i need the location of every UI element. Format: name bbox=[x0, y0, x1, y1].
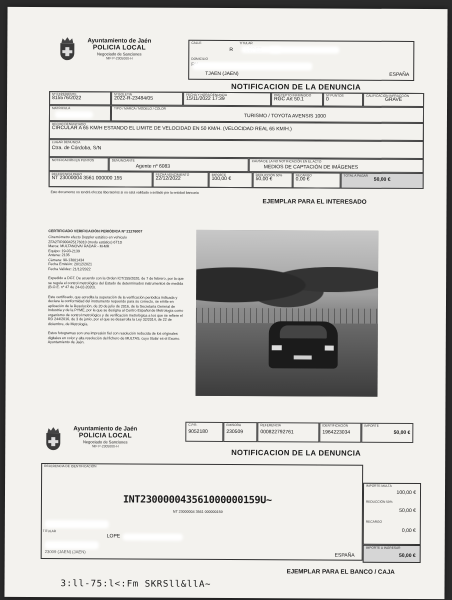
recipient-street-label: CALLE bbox=[191, 40, 202, 45]
total-bank-box bbox=[363, 545, 421, 563]
ocr-code-line: 3:ll-75:l<:Fm SKRSll&llA~ bbox=[60, 579, 212, 590]
expediente-cell: Nº EXPEDIENTE 815576/2022 bbox=[49, 91, 111, 105]
hecho-cell: HECHO DENUNCIADO CIRCULAR A 65 KM/H ESTANDO EL LIMITE DE VELOCIDAD EN 50 KM/H. (VELOCIDAD REAL 65 KM/H.) bbox=[49, 121, 424, 141]
device-line: ZFA2TIR000425176010 (modo estático) 6T1D bbox=[48, 240, 123, 245]
redaction bbox=[123, 533, 183, 540]
strip-importe-value: 50,00 € bbox=[393, 430, 411, 437]
recipient-country: ESPAÑA bbox=[389, 71, 410, 78]
recipient-initial: R bbox=[229, 47, 233, 54]
device-line: Cinemómetro efecto Doppler estático en vehículo bbox=[48, 235, 128, 240]
payment-reference-small: NT 23000004 3561 000000159 bbox=[172, 509, 223, 514]
bank-ref-label: REFERENCIA DE IDENTIFICACIÓN bbox=[44, 464, 97, 469]
redaction bbox=[192, 62, 312, 71]
lugar-value: Ctra. de Córdoba, S/N bbox=[51, 145, 102, 152]
reduccion-value-bank: 50,00 € bbox=[399, 507, 416, 514]
device-line: Antena: 2135 bbox=[48, 253, 70, 258]
device-line: Fecha Emisión: 20/12/2021 bbox=[48, 262, 92, 267]
certificate-heading: CERTIFICADO VERIFICACIÓN PERIÓDICA Nº 21276007 bbox=[48, 229, 143, 234]
importe-multa-value: 100,00 € bbox=[396, 489, 417, 496]
identificacion-value: 1964223034 bbox=[322, 429, 351, 437]
fecha-cell: FECHA Y HORA DENUNCIA 15/11/2022 17:39 bbox=[183, 92, 271, 106]
recargo-value-bank: 0,00 € bbox=[401, 527, 416, 534]
referencia-cell: REFERENCIA 000822792761 bbox=[257, 422, 319, 442]
coat-of-arms-icon bbox=[57, 37, 77, 63]
recargo-value: 0,00 € bbox=[295, 176, 310, 183]
denunciante-cell: DENUNCIANTE Agente nº 6083 bbox=[109, 157, 249, 172]
strip-importe-cell: IMPORTE 50,00 € bbox=[361, 423, 413, 443]
payment-reference-code: INT230000043561000000159U~ bbox=[122, 494, 272, 507]
bank-issuer-line1: Ayuntamiento de Jaén bbox=[73, 426, 138, 433]
notification-document bbox=[4, 7, 447, 599]
legal-paragraph-1: Expedido a DGT. De acuerdo con la Orden ICT/155/2020, de 7 de febrero, por la que se regula el control metrológico del Estado de determinados instrumentos de medida (B.O.E. nº 47 de 24-02-2020). bbox=[48, 276, 184, 290]
precepto-value: RGC Art 50.1 bbox=[274, 96, 304, 103]
cpr-cell: C.P.R. 9052180 bbox=[185, 422, 223, 442]
issuer-line4: NIF P-2305000-H bbox=[105, 56, 133, 61]
copy-label-interesado: EJEMPLAR PARA EL INTERESADO bbox=[262, 198, 367, 206]
recargo-cell: RECARGO 0,00 € bbox=[293, 172, 341, 188]
copy-label-banco: EJEMPLAR PARA EL BANCO / CAJA bbox=[286, 568, 395, 576]
validation-note: Este documento no tendrá efectos liberatorios si no está validado o sellado por la entidad bancaria bbox=[50, 190, 199, 195]
denunciante-value: Agente nº 6083 bbox=[135, 163, 171, 170]
recargo-label: RECARGO bbox=[365, 519, 382, 524]
legal-paragraph-3: Estos fotogramas son una impresión fiel con resolución reducida de los originales digitales en color y alta resolución del fichero de MULTAS, cuyo titular es el Excmo. Ayuntamiento de Jaén. bbox=[47, 331, 181, 345]
calificacion-value: GRAVE bbox=[384, 97, 403, 104]
causa-value: MEDIOS DE CAPTACIÓN DE IMÁGENES bbox=[263, 164, 359, 171]
issuer-block bbox=[79, 38, 159, 60]
coat-of-arms-icon bbox=[43, 427, 63, 453]
vencimiento-cell: FECHA VENCIMIENTO 22/12/2022 bbox=[153, 172, 209, 188]
bank-issuer-line3: Negociado de Sanciones bbox=[83, 439, 128, 445]
spacer bbox=[45, 479, 51, 485]
notif-puntos-cell: NOTIFICACIÓN EN PUNTOS bbox=[49, 157, 109, 171]
vehicle-cell: TIPO / MARCA / MODELO / COLOR TURISMO / TOYOTA AVENSIS 1000 bbox=[111, 105, 424, 123]
certificate-block bbox=[48, 229, 187, 345]
issuer-line3: Negociado de Sanciones bbox=[97, 51, 142, 57]
ref-pago-value: NT 23000004 3561 000000 155 bbox=[51, 175, 123, 182]
legal-paragraph-2: Este certificado, que acredita la superación de la verificación periódica indicada y declara la conformidad del instrumento requerido para su correcto, se emite en aplicación de la Resolución, de 20 de julio de 2016, de la Secretaría General de Industria y de la PYME, por la que se designa al Centro Español de Metrología como organismo de control metrológico y de verificación metrológica a los que se refiere el RD 244/2016, de 3 de junio, por el que se desarrolla la Ley 32/2014, de 22 de diciembre, de Metrología. bbox=[47, 294, 184, 326]
reduccion-value: 50,00 € bbox=[255, 176, 273, 183]
bank-holder-label: TITULAR bbox=[42, 529, 57, 534]
bank-notice-title: NOTIFICACION DE LA DENUNCIA bbox=[231, 448, 361, 458]
boletin-value: 2022-R-23484/05 bbox=[114, 95, 154, 102]
emisora-value: 230509 bbox=[226, 429, 244, 436]
reduccion-cell: REDUCCIÓN 50% 50,00 € bbox=[253, 172, 293, 188]
ref-pago-cell: REFERENCIA PAGO NT 23000004 3561 000000 155 bbox=[49, 171, 153, 188]
recipient-holder-label: TITULAR bbox=[239, 41, 253, 46]
vencimiento-value: 22/12/2022 bbox=[155, 175, 181, 183]
redaction bbox=[45, 541, 99, 549]
redaction bbox=[55, 111, 93, 118]
causa-cell: CAUSA DE LA NO NOTIFICACIÓN EN EL ACTO MEDIOS DE CAPTACIÓN DE IMÁGENES bbox=[249, 158, 424, 173]
identificacion-cell: IDENTIFICACIÓN 1964223034 bbox=[319, 422, 361, 442]
amounts-box bbox=[363, 483, 421, 545]
bank-country: ESPAÑA bbox=[334, 552, 355, 559]
boletin-cell: Nº BOLETIN 2022-R-23484/05 bbox=[111, 91, 183, 105]
calificacion-cell: CALIFICACIÓN INFRACCIÓN GRAVE bbox=[363, 93, 424, 107]
lugar-cell: LUGAR DENUNCIA Ctra. de Córdoba, S/N bbox=[49, 139, 424, 159]
device-line: Equipo: 19-03-2139 bbox=[48, 249, 80, 254]
bank-issuer-line2: POLICIA LOCAL bbox=[78, 432, 132, 440]
device-line: Fecha Validez: 21/12/2022 bbox=[48, 266, 91, 272]
speed-camera-photo bbox=[196, 230, 379, 397]
bank-issuer-line4: NIF P-2305000-H bbox=[91, 444, 119, 449]
bank-holder-value: LOPE bbox=[106, 533, 121, 540]
precepto-cell: PRECEPTO INFRINGIDO RGC Art 50.1 bbox=[271, 92, 323, 106]
bank-city: 23009 (JAEN) (JAEN) bbox=[44, 549, 86, 555]
issuer-line2: POLICIA LOCAL bbox=[92, 44, 146, 52]
cpr-value: 9052180 bbox=[188, 429, 208, 436]
total-cell: TOTAL A PAGAR 50,00 € bbox=[341, 173, 424, 189]
importe-value: 100,00 € bbox=[211, 176, 232, 183]
expediente-value: 815576/2022 bbox=[52, 95, 82, 102]
reduccion-label: REDUCCIÓN 50% bbox=[365, 499, 393, 504]
matricula-cell: MATRICULA bbox=[49, 105, 111, 121]
fecha-value: 15/11/2022 17:39 bbox=[186, 96, 225, 103]
vehicle-value: TURISMO / TOYOTA AVENSIS 1000 bbox=[243, 113, 326, 120]
redaction bbox=[269, 46, 339, 53]
puntos-cell: Nº PUNTOS 0 bbox=[323, 93, 363, 107]
ingresar-label: IMPORTE A INGRESAR bbox=[365, 545, 401, 550]
device-line: Cámara: 90-13001434 bbox=[48, 257, 85, 263]
total-value: 50,00 € bbox=[373, 177, 391, 184]
notice-title: NOTIFICACION DE LA DENUNCIA bbox=[231, 82, 361, 92]
recipient-city: TJAEN (JAEN) bbox=[205, 70, 239, 78]
bank-issuer-block bbox=[65, 426, 145, 448]
issuer-line1: Ayuntamiento de Jaén bbox=[87, 38, 152, 45]
importe-multa-label: IMPORTE MULTA bbox=[366, 483, 392, 488]
emisora-cell: EMISORA 230509 bbox=[223, 422, 257, 442]
referencia-value: 000822792761 bbox=[260, 429, 294, 436]
recipient-address-label: DOMICILIO bbox=[191, 56, 208, 61]
redaction bbox=[45, 520, 109, 528]
importe-cell: IMPORTE 100,00 € bbox=[209, 172, 253, 188]
ingresar-value: 50,00 € bbox=[398, 552, 416, 559]
device-line: Marca: MULTANOVA/ RADAR - M-MR bbox=[48, 244, 110, 249]
hecho-value: CIRCULAR A 65 KM/H ESTANDO EL LIMITE DE VELOCIDAD EN 50 KM/H. (VELOCIDAD REAL 65 KM/H.) bbox=[51, 125, 292, 133]
puntos-value: 0 bbox=[326, 96, 329, 103]
